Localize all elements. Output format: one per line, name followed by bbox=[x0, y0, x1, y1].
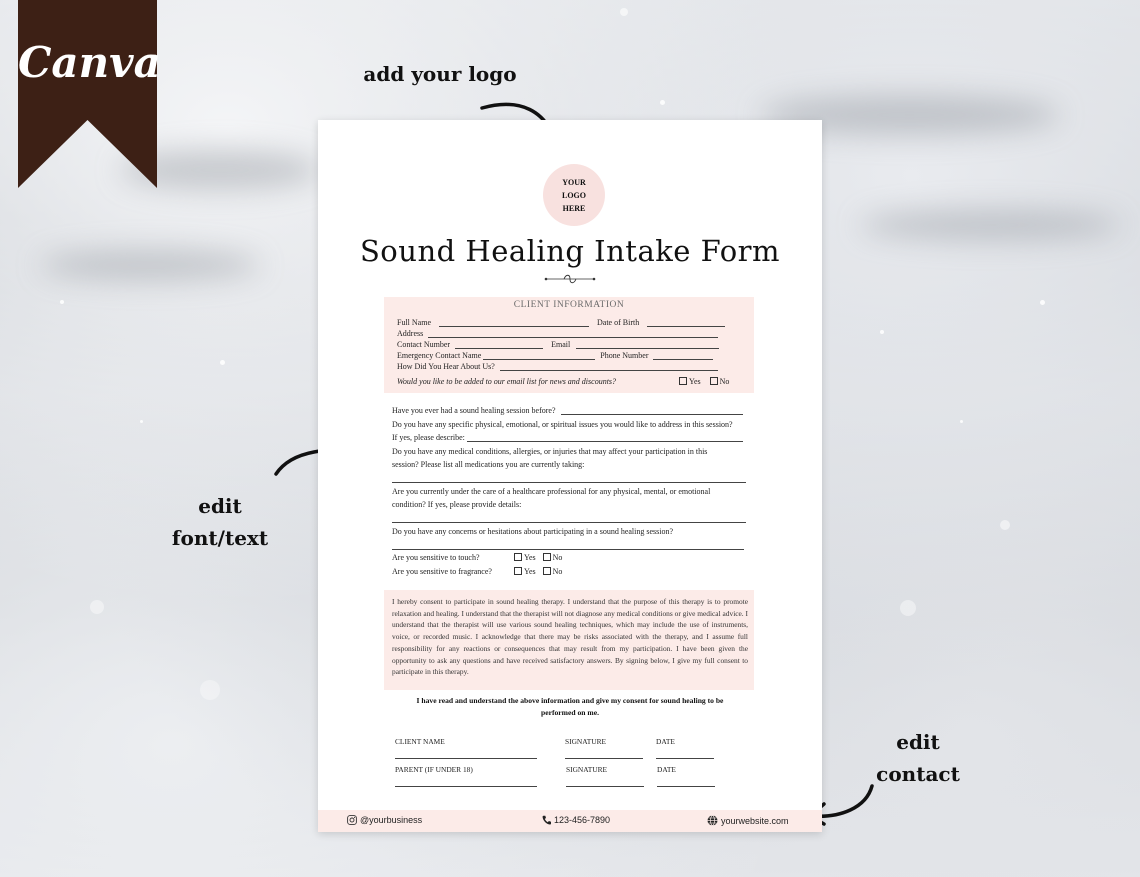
phone-number-label: Phone Number bbox=[600, 351, 649, 360]
parent-signature-label: SIGNATURE bbox=[566, 765, 608, 774]
email-field[interactable] bbox=[576, 341, 719, 349]
email-list-options bbox=[679, 377, 729, 386]
row-hear-about bbox=[397, 362, 718, 371]
callout-edit-text bbox=[160, 490, 280, 554]
parent-date-label: DATE bbox=[657, 765, 676, 774]
touch-no-label: No bbox=[552, 553, 563, 562]
full-name-field[interactable] bbox=[439, 319, 589, 327]
globe-icon bbox=[707, 815, 718, 826]
intake-form-page bbox=[318, 120, 822, 832]
hear-about-field[interactable] bbox=[500, 363, 718, 371]
callout-edit-contact-line2: contact bbox=[876, 762, 960, 786]
q3-text-line2: session? Please list all medications you are currently taking: bbox=[392, 460, 585, 469]
q5-text: Do you have any concerns or hesitations about participating in a sound healing session? bbox=[392, 527, 674, 536]
row-address bbox=[397, 329, 718, 338]
client-info-title: CLIENT INFORMATION bbox=[513, 300, 625, 310]
callout-edit-text-line1: edit bbox=[198, 494, 242, 518]
email-list-question: Would you like to be added to our email list for news and discounts? bbox=[397, 377, 617, 386]
question-describe bbox=[392, 433, 743, 442]
footer-phone[interactable] bbox=[542, 815, 610, 825]
logo-text-line1: YOUR bbox=[562, 177, 586, 187]
email-list-no-checkbox[interactable] bbox=[710, 377, 718, 385]
full-name-label: Full Name bbox=[397, 318, 431, 327]
snow-sparkle bbox=[960, 420, 963, 423]
question-prior-session bbox=[392, 406, 743, 415]
logo-text-line2: LOGO bbox=[561, 190, 586, 200]
question-fragrance bbox=[392, 567, 492, 576]
footer-social[interactable] bbox=[347, 815, 422, 825]
email-list-yes-checkbox[interactable] bbox=[679, 377, 687, 385]
emergency-contact-label: Emergency Contact Name bbox=[397, 351, 482, 360]
canva-logo-text: Canva bbox=[18, 38, 161, 87]
row-contact bbox=[397, 340, 719, 349]
snow-shadow bbox=[860, 210, 1120, 240]
q6-text: Are you sensitive to touch? bbox=[392, 553, 480, 562]
q2-text: Do you have any specific physical, emotional, or spiritual issues you would like to address in this session? bbox=[392, 420, 733, 429]
consent-statement-line2: performed on me. bbox=[541, 708, 599, 717]
contact-footer bbox=[318, 810, 822, 832]
footer-website[interactable] bbox=[707, 815, 789, 826]
logo-placeholder[interactable] bbox=[543, 164, 605, 226]
phone-icon bbox=[542, 815, 551, 825]
consent-statement-line1: I have read and understand the above information and give my consent for sound healing to be bbox=[416, 696, 724, 705]
q4-text-line1: Are you currently under the care of a healthcare professional for any physical, mental, or emotional bbox=[392, 487, 711, 496]
footer-website-text: yourwebsite.com bbox=[721, 815, 789, 826]
client-name-label: CLIENT NAME bbox=[395, 737, 445, 746]
emergency-contact-field[interactable] bbox=[483, 352, 595, 360]
canva-ribbon bbox=[18, 0, 161, 188]
snow-shadow bbox=[40, 250, 260, 280]
q2b-text: If yes, please describe: bbox=[392, 433, 465, 442]
callout-edit-contact-line1: edit bbox=[896, 730, 940, 754]
client-info-section bbox=[384, 297, 754, 393]
consent-section bbox=[384, 590, 754, 690]
email-list-yes-label: Yes bbox=[689, 377, 701, 386]
parent-signature-line[interactable] bbox=[566, 786, 644, 787]
client-date-line[interactable] bbox=[656, 758, 714, 759]
snow-sparkle bbox=[90, 600, 104, 614]
fragrance-yes-label: Yes bbox=[524, 567, 536, 576]
callout-edit-contact bbox=[858, 726, 978, 790]
address-label: Address bbox=[397, 329, 424, 338]
snow-sparkle bbox=[220, 360, 225, 365]
snow-sparkle bbox=[900, 600, 916, 616]
consent-statement bbox=[398, 695, 742, 719]
question-touch bbox=[392, 553, 480, 562]
q1-text: Have you ever had a sound healing session before? bbox=[392, 406, 556, 415]
signature-label: SIGNATURE bbox=[565, 737, 607, 746]
fragrance-no-checkbox[interactable] bbox=[543, 567, 551, 575]
fragrance-no-label: No bbox=[552, 567, 563, 576]
q4-answer-field[interactable] bbox=[392, 522, 746, 523]
parent-label: PARENT (IF UNDER 18) bbox=[395, 765, 473, 774]
contact-number-field[interactable] bbox=[455, 341, 543, 349]
row-emergency bbox=[397, 351, 713, 360]
q3-text-line1: Do you have any medical conditions, allergies, or injuries that may affect your participation in this bbox=[392, 447, 708, 456]
client-signature-line[interactable] bbox=[565, 758, 643, 759]
footer-social-text: @yourbusiness bbox=[360, 815, 423, 825]
callout-edit-text-line2: font/text bbox=[171, 526, 269, 550]
address-field[interactable] bbox=[428, 330, 718, 338]
snow-sparkle bbox=[1040, 300, 1045, 305]
contact-number-label: Contact Number bbox=[397, 340, 451, 349]
snow-sparkle bbox=[660, 100, 665, 105]
date-label: DATE bbox=[656, 737, 675, 746]
form-title: Sound Healing Intake Form bbox=[359, 234, 781, 268]
q3-answer-field[interactable] bbox=[392, 482, 746, 483]
touch-yes-checkbox[interactable] bbox=[514, 553, 522, 561]
q2-answer-field[interactable] bbox=[467, 434, 743, 442]
q5-answer-field[interactable] bbox=[392, 549, 744, 550]
snow-sparkle bbox=[140, 420, 143, 423]
dob-field[interactable] bbox=[647, 319, 725, 327]
phone-number-field[interactable] bbox=[653, 352, 713, 360]
touch-yes-label: Yes bbox=[524, 553, 536, 562]
snow-sparkle bbox=[880, 330, 884, 334]
snow-sparkle bbox=[200, 680, 220, 700]
email-list-no-label: No bbox=[719, 377, 730, 386]
snow-sparkle bbox=[60, 300, 64, 304]
instagram-icon bbox=[347, 815, 357, 825]
snow-sparkle bbox=[620, 8, 628, 16]
q4-text-line2: condition? If yes, please provide details: bbox=[392, 500, 522, 509]
touch-no-checkbox[interactable] bbox=[543, 553, 551, 561]
client-name-line[interactable] bbox=[395, 758, 537, 759]
dob-label: Date of Birth bbox=[597, 318, 640, 327]
fragrance-options bbox=[514, 567, 562, 576]
footer-phone-text: 123-456-7890 bbox=[554, 815, 611, 825]
fragrance-yes-checkbox[interactable] bbox=[514, 567, 522, 575]
consent-paragraph: I hereby consent to participate in sound healing therapy. I understand that the purpose of this therapy is to promote relaxation and healing. I understand that the therapist will not diagnose any medical conditions or give medical advice. I understand that the therapist will use various sound healing techniques, which may include the use of instruments, voice, or recorded music. I acknowledge that there may be risks associated with the therapy, and I assume full responsibility for any reactions or consequences that may result from my participation. I have been given the opportunity to ask any questions and have received satisfactory answers. By signing below, I give my full consent to participate in this therapy. bbox=[392, 597, 748, 677]
callout-add-logo: add your logo bbox=[363, 62, 517, 86]
hear-about-label: How Did You Hear About Us? bbox=[397, 362, 495, 371]
snow-sparkle bbox=[1000, 520, 1010, 530]
logo-text-line3: HERE bbox=[562, 203, 586, 213]
q7-text: Are you sensitive to fragrance? bbox=[392, 567, 492, 576]
touch-options bbox=[514, 553, 562, 562]
email-label: Email bbox=[551, 340, 571, 349]
q1-answer-field[interactable] bbox=[561, 407, 743, 415]
row-full-name bbox=[397, 318, 725, 327]
flourish-divider-icon bbox=[544, 272, 596, 286]
parent-name-line[interactable] bbox=[395, 786, 537, 787]
parent-date-line[interactable] bbox=[657, 786, 715, 787]
row-email-list bbox=[397, 377, 616, 386]
